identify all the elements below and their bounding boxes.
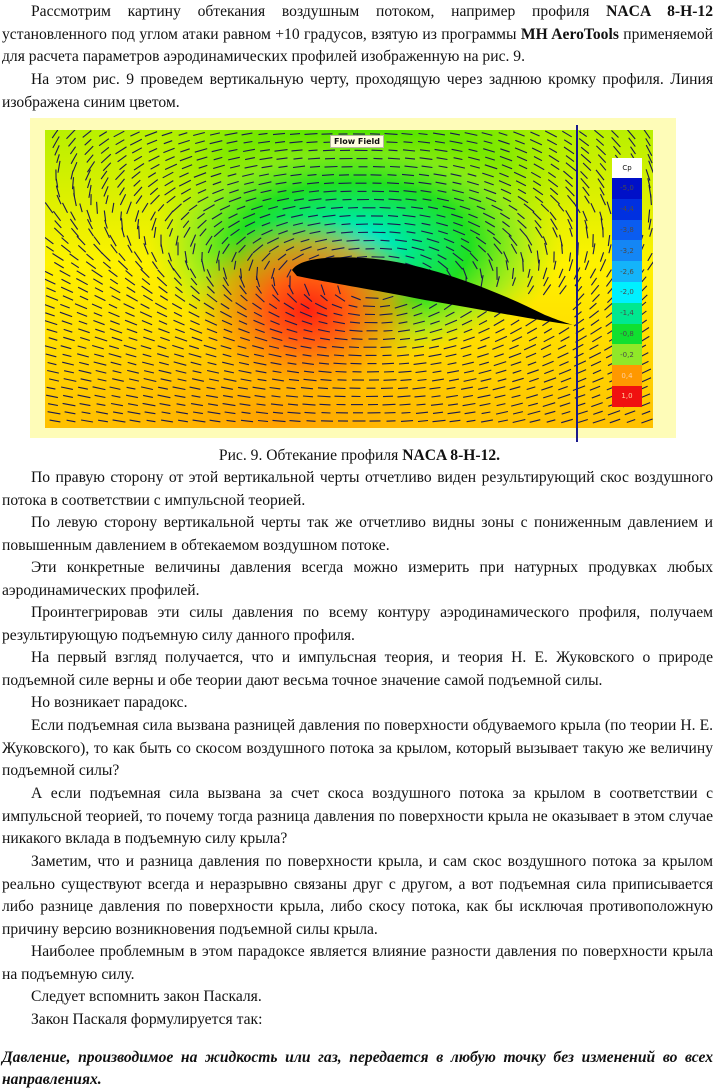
body-paragraph: Эти конкретные величины давления всегда можно измерить при натурных продувках любых аэродинамических профилей. [2,557,713,602]
intro-paragraph-1 [2,1,713,69]
legend-item: 1,0 [612,386,642,407]
figure-caption [0,445,719,467]
bold-term: NACA 8-H-12 [606,3,713,20]
flow-field-title: Flow Field [330,135,384,148]
body-paragraph: По правую сторону от этой вертикальной черты отчетливо виден результирующий скос воздушного потока в соответствии с импульсной теорией. [2,467,713,512]
body-paragraph: Если подъемная сила вызвана разницей давления по поверхности обдуваемого крыла (по теории Н. Е. Жуковского), то как быть со скосом воздушного потока за крылом, который вызывает такую же величину подъемной силы? [2,715,713,783]
body-paragraph: Закон Паскаля формулируется так: [2,1009,713,1032]
pressure-field-graphic [45,130,653,428]
legend-item: 0,4 [612,365,642,386]
body-paragraph: Но возникает парадокс. [2,692,713,715]
body-paragraph: Проинтегрировав эти силы давления по всему контуру аэродинамического профиля, получаем результирующую подъемную силу данного профиля. [2,602,713,647]
caption-profile-name: NACA 8-H-12. [402,447,500,464]
flow-field-figure [30,118,676,438]
legend-title: Cp [612,158,642,178]
legend-item: -3,8 [612,220,642,241]
flow-field-plot [45,130,653,428]
intro-text: Рассмотрим картину обтекания воздушным потоком, например профиля [31,3,606,20]
intro-text: установленного под углом атаки равном +10 градусов, взятую из программы [2,26,521,43]
body-paragraph: Следует вспомнить закон Паскаля. [2,986,713,1009]
legend-item: -0,2 [612,344,642,365]
legend-item: -4,4 [612,199,642,220]
legend-item: -2,6 [612,261,642,282]
legend-item: -3,2 [612,240,642,261]
pascal-law-quote: Давление, производимое на жидкость или газ, передается в любую точку без изменений во всех направлениях. [2,1047,713,1092]
legend-item: -2,0 [612,282,642,303]
legend-item: -1,4 [612,303,642,324]
legend-item: -0,8 [612,324,642,345]
body-paragraph: По левую сторону вертикальной черты так же отчетливо видны зоны с пониженным давлением и повышенным давлением в обтекаемом воздушном потоке. [2,512,713,557]
legend-item: -5,0 [612,178,642,199]
intro-paragraph-2: На этом рис. 9 проведем вертикальную черту, проходящую через заднюю кромку профиля. Линия изображена синим цветом. [2,69,713,114]
trailing-edge-vertical-line [576,125,578,442]
body-paragraph: Заметим, что и разница давления по поверхности крыла, и сам скос воздушного потока за крылом реально существуют всегда и неразрывно связаны друг с другом, а вот подъемная сила приписывается либо разнице давления по поверхности крыла, либо скосу потока, как бы исключая противоположную причину версию возникновения подъемной силы крыла. [2,851,713,941]
body-paragraph: А если подъемная сила вызвана за счет скоса воздушного потока за крылом в соответствии с импульсной теорией, то почему тогда разница давления по поверхности крыла не оказывает в этом случае никакого вклада в подъемную силу крыла? [2,783,713,851]
intro-text: применяемой для расчета параметров аэродинамических профилей изображенную на рис. 9. [2,26,713,66]
body-paragraph: На первый взгляд получается, что и импульсная теория, и теория Н. Е. Жуковского о природе подъемной силе верны и обе теории дают весьма точное значение самой подъемной силы. [2,647,713,692]
cp-legend [612,158,642,407]
body-paragraph: Наиболее проблемным в этом парадоксе является влияние разности давления по поверхности крыла на подъемную силу. [2,941,713,986]
caption-text: Рис. 9. Обтекание профиля [219,447,402,464]
bold-term: MH AeroTools [521,26,619,43]
